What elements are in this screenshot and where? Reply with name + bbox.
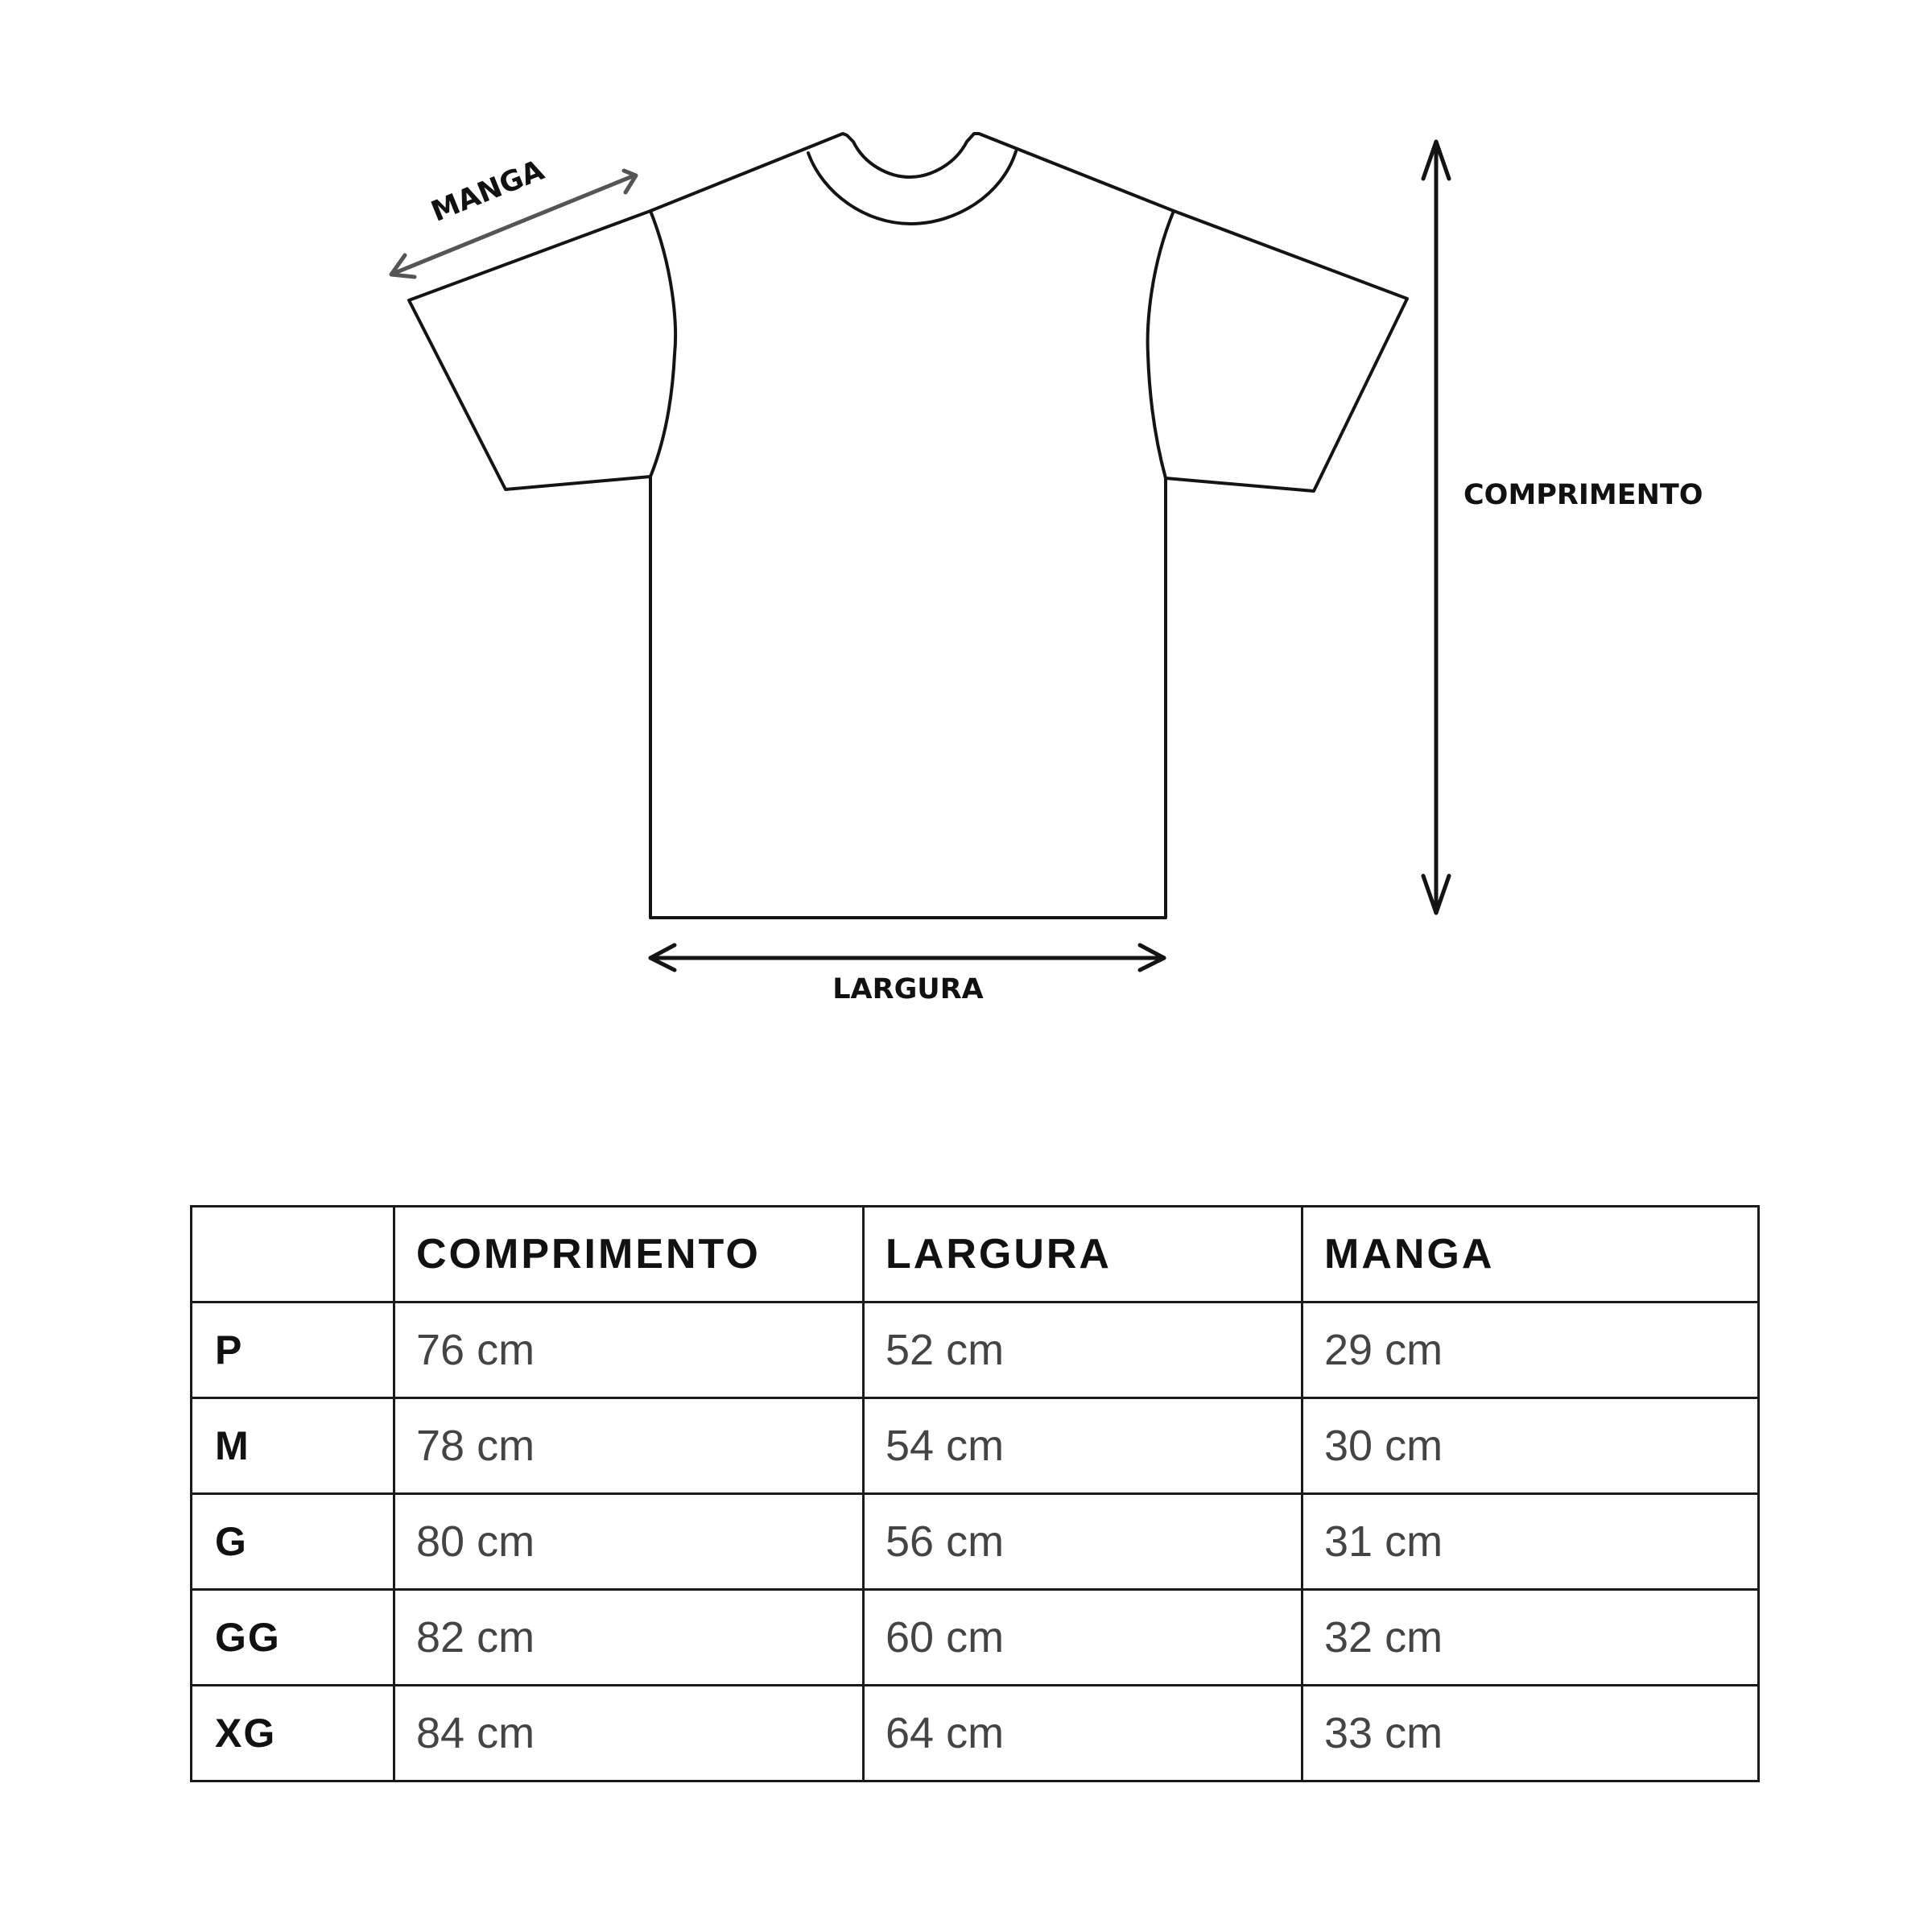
manga-cell: 31 cm — [1302, 1494, 1759, 1590]
largura-cell: 56 cm — [864, 1494, 1302, 1590]
header-comprimento: COMPRIMENTO — [394, 1207, 864, 1302]
tshirt-body — [409, 134, 1407, 918]
table-row — [192, 1494, 1759, 1590]
comprimento-cell: 84 cm — [394, 1686, 864, 1781]
manga-cell: 29 cm — [1302, 1302, 1759, 1398]
header-size — [192, 1207, 394, 1302]
size-cell: XG — [192, 1686, 394, 1781]
largura-cell: 60 cm — [864, 1590, 1302, 1686]
manga-cell: 32 cm — [1302, 1590, 1759, 1686]
size-cell: G — [192, 1494, 394, 1590]
width-arrow — [650, 945, 1164, 970]
manga-cell: 33 cm — [1302, 1686, 1759, 1781]
tshirt-collar — [808, 151, 1016, 224]
table-row — [192, 1590, 1759, 1686]
table-header-row — [192, 1207, 1759, 1302]
size-cell: M — [192, 1398, 394, 1494]
largura-cell: 64 cm — [864, 1686, 1302, 1781]
length-label: COMPRIMENTO — [1463, 479, 1703, 511]
length-arrow — [1423, 142, 1449, 913]
table-row — [192, 1686, 1759, 1781]
sleeve-arrow-head-end — [624, 171, 636, 192]
tshirt-left-sleeve-seam — [650, 211, 675, 477]
size-cell: P — [192, 1302, 394, 1398]
header-manga: MANGA — [1302, 1207, 1759, 1302]
largura-cell: 52 cm — [864, 1302, 1302, 1398]
table-row — [192, 1398, 1759, 1494]
size-cell: GG — [192, 1590, 394, 1686]
table-row — [192, 1302, 1759, 1398]
comprimento-cell: 82 cm — [394, 1590, 864, 1686]
comprimento-cell: 78 cm — [394, 1398, 864, 1494]
comprimento-cell: 76 cm — [394, 1302, 864, 1398]
width-label: LARGURA — [832, 973, 984, 1005]
largura-cell: 54 cm — [864, 1398, 1302, 1494]
size-chart-table — [190, 1205, 1760, 1782]
comprimento-cell: 80 cm — [394, 1494, 864, 1590]
manga-cell: 30 cm — [1302, 1398, 1759, 1494]
sleeve-label: MANGA — [427, 154, 549, 229]
tshirt-outline — [409, 134, 1407, 918]
tshirt-right-sleeve-seam — [1148, 211, 1174, 478]
header-largura: LARGURA — [864, 1207, 1302, 1302]
